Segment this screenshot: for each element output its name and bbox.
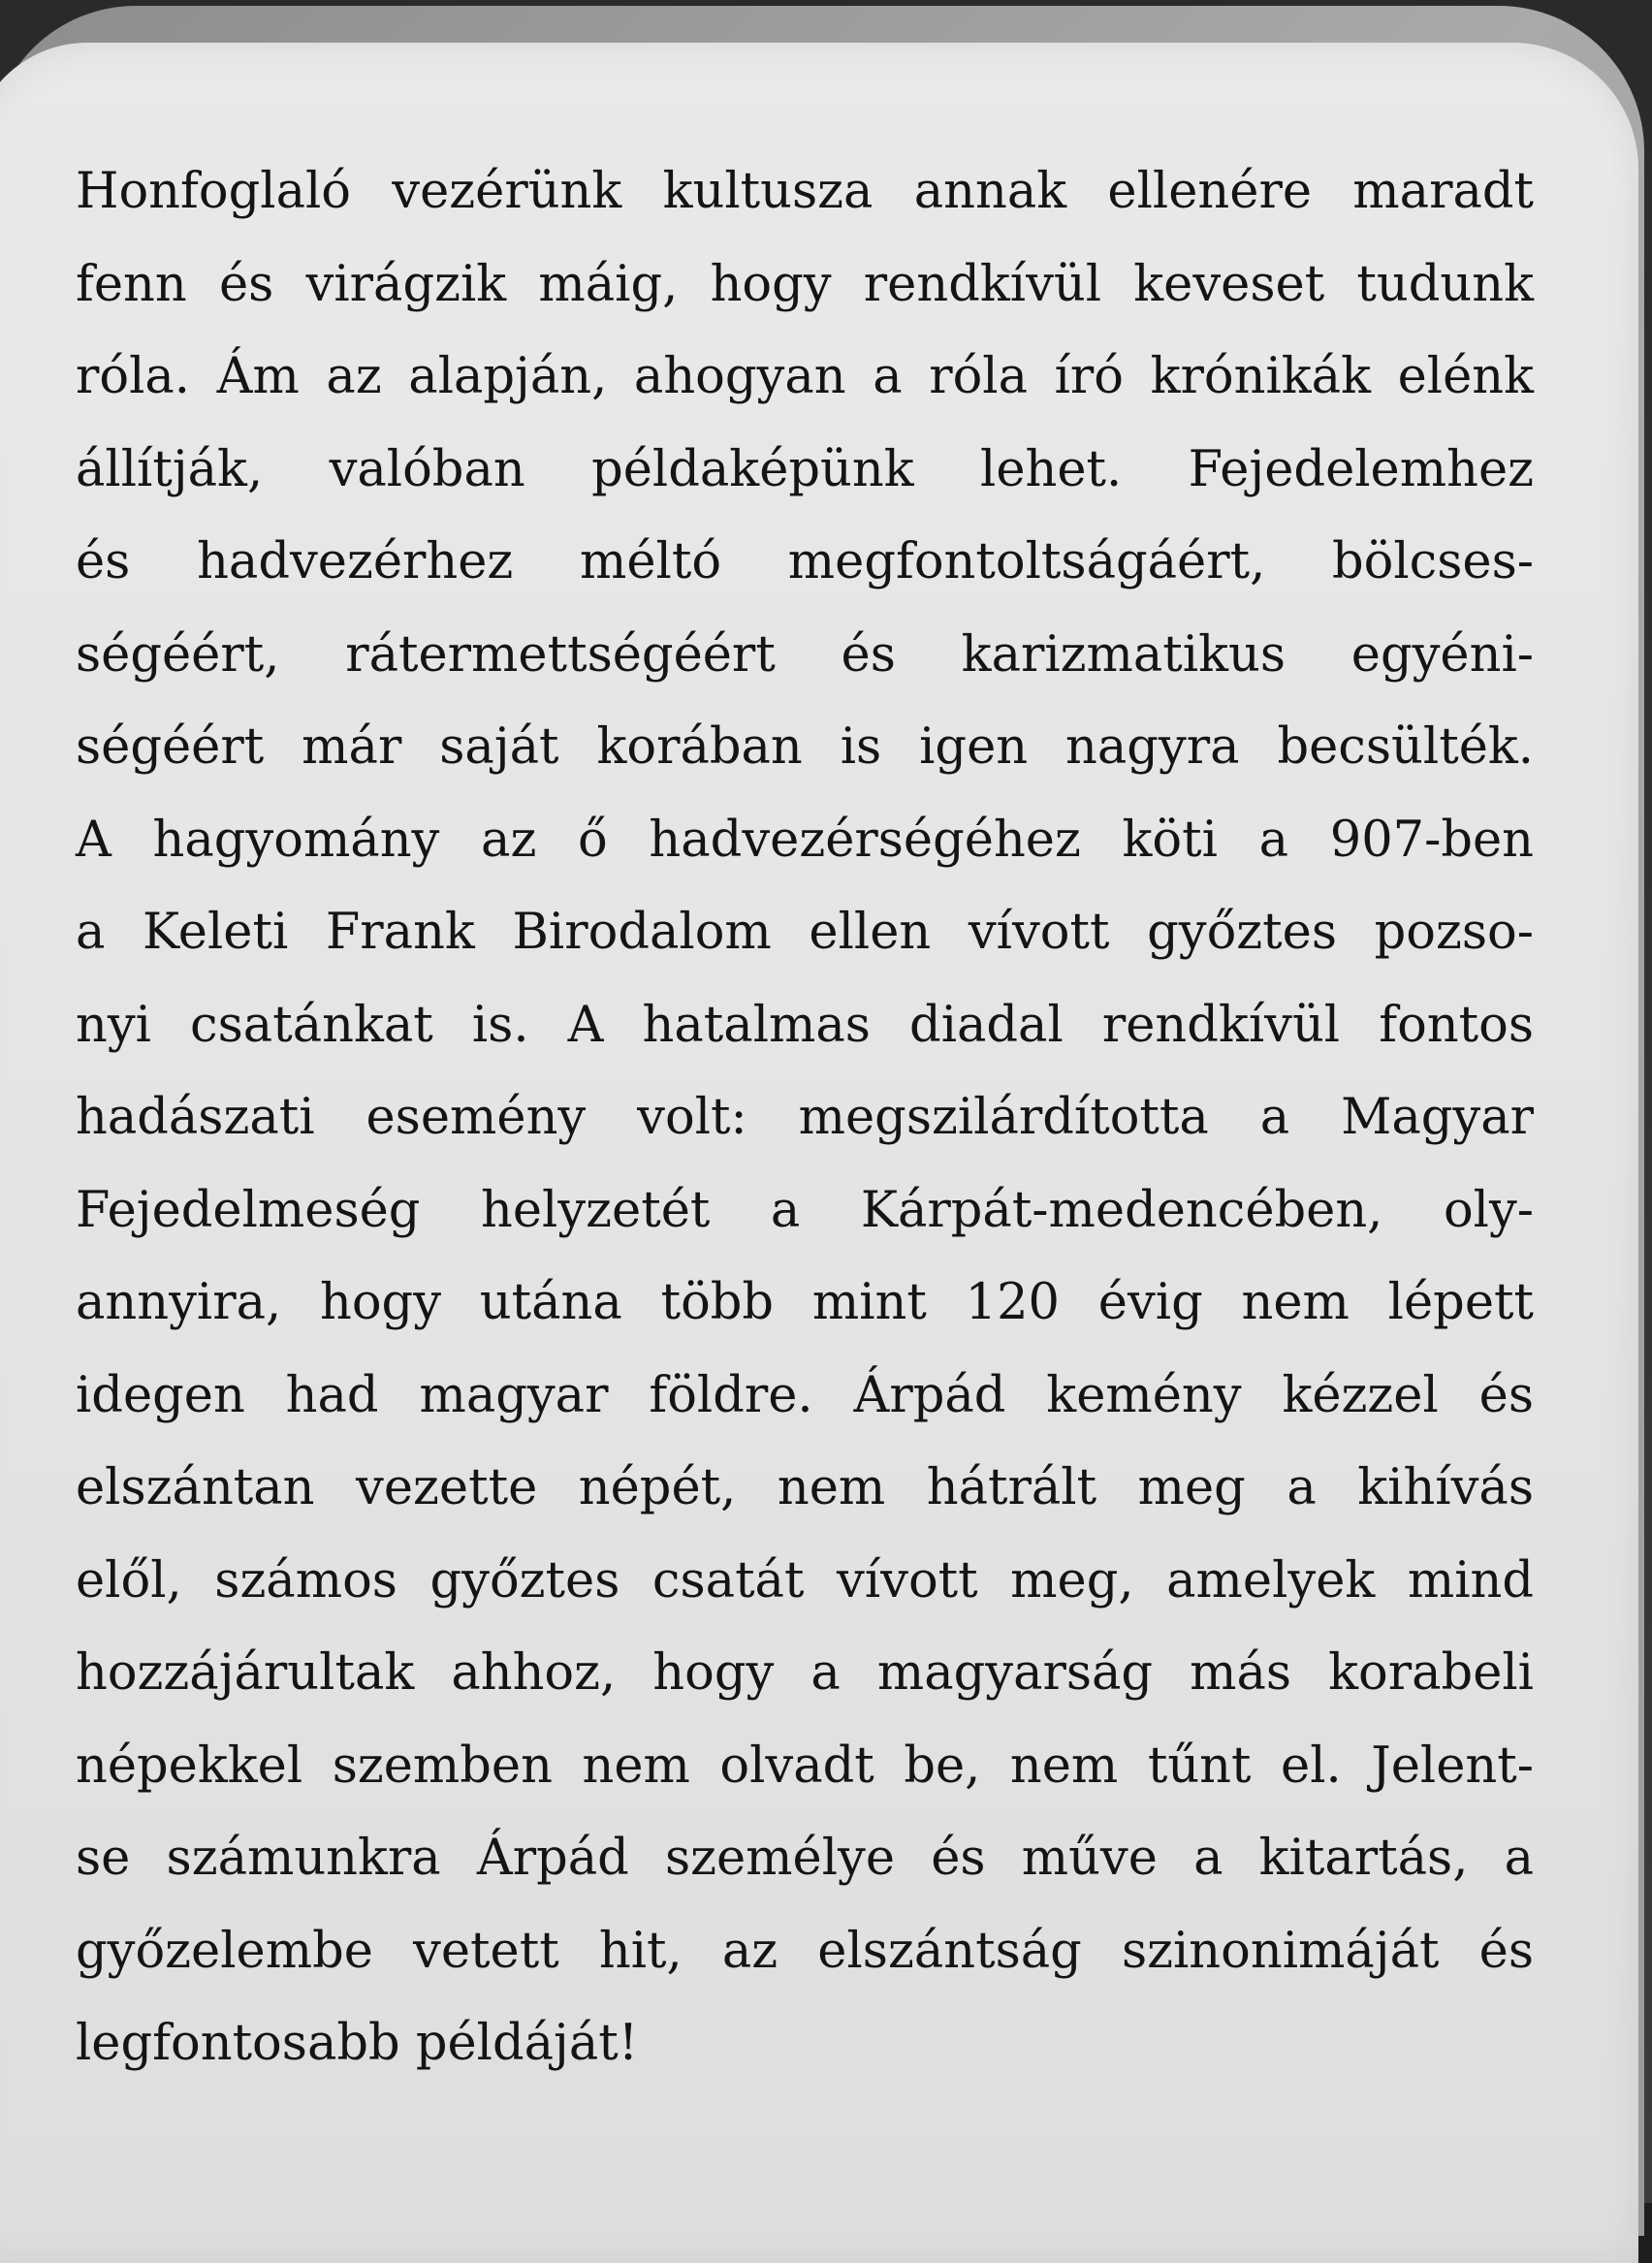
text-line: elől, számos győztes csatát vívott meg, amelyek mind [76,1551,1534,1610]
text-line: és hadvezérhez méltó megfontoltságáért, bölcses- [76,533,1534,590]
article-text [76,145,1534,2090]
text-line: fenn és virágzik máig, hogy rendkívül keveset tudunk [76,255,1534,313]
text-line: hozzájárultak ahhoz, hogy a magyarság más korabeli [76,1644,1534,1702]
text-line: ségéért már saját korában is igen nagyra becsülték. [76,718,1534,776]
text-line: idegen had magyar földre. Árpád kemény kézzel és [76,1366,1534,1424]
text-line: győzelembe vetett hit, az elszántság szinonimáját és [76,1922,1534,1980]
text-line: ségéért, rátermettségéért és karizmatikus egyéni- [76,625,1534,684]
text-line: se számunkra Árpád személye és műve a kitartás, a [76,1830,1534,1887]
text-line: A hagyomány az ő hadvezérségéhez köti a 907-ben [76,811,1534,869]
text-line: állítják, valóban példaképünk lehet. Fejedelemhez [76,440,1534,498]
text-line: hadászati esemény volt: megszilárdította a Magyar [76,1089,1534,1146]
text-line: nyi csatánkat is. A hatalmas diadal rendkívül fontos [76,996,1534,1054]
text-line: a Keleti Frank Birodalom ellen vívott győztes pozso- [76,904,1534,961]
text-line: népekkel szemben nem olvadt be, nem tűnt el. Jelent- [76,1737,1534,1795]
text-line: róla. Ám az alapján, ahogyan a róla író krónikák elénk [76,348,1534,405]
text-line: Fejedelmeség helyzetét a Kárpát-medencében, oly- [76,1181,1534,1239]
text-line: Honfoglaló vezérünk kultusza annak ellenére maradt [76,163,1534,220]
text-line: elszántan vezette népét, nem hátrált meg a kihívás [76,1459,1534,1516]
text-line: legfontosabb példáját! [76,2015,639,2072]
text-line: annyira, hogy utána több mint 120 évig nem lépett [76,1274,1534,1331]
